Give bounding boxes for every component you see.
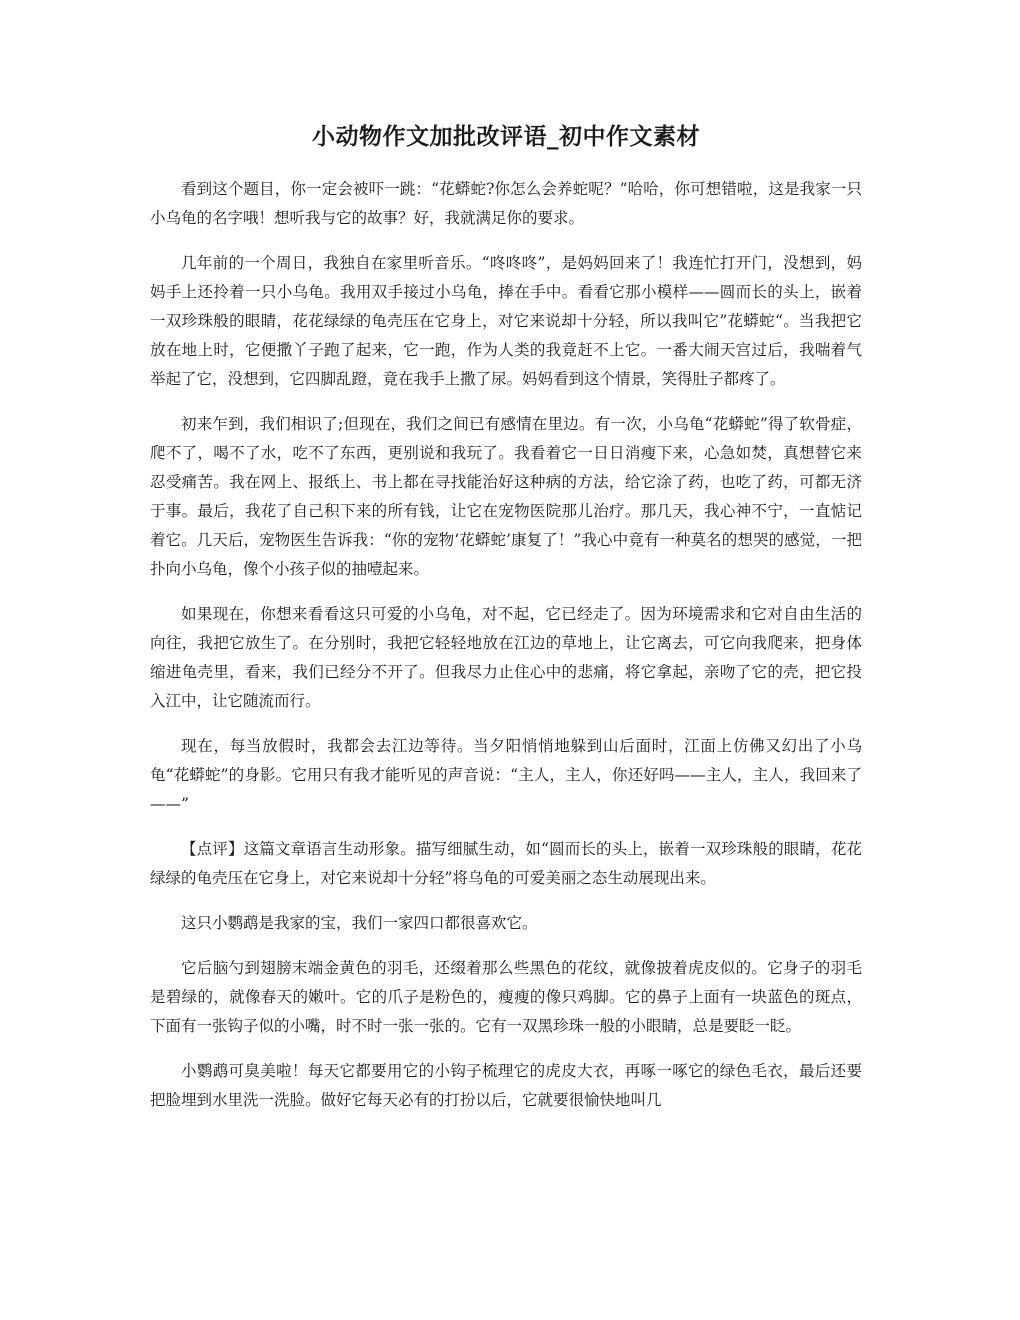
document-title: 小动物作文加批改评语_初中作文素材 bbox=[312, 123, 700, 150]
paragraph-parrot-appearance: 它后脑勺到翅膀末端金黄色的羽毛，还缀着那么些黑色的花纹，就像披着虎皮似的。它身子的羽毛是碧绿的，就像春天的嫩叶。它的爪子是粉色的，瘦瘦的像只鸡脚。它的鼻子上面有一块蓝色的斑点，下面有一张钩子似的小嘴，时不时一张一张的。它有一双黑珍珠一般的小眼睛，总是要眨一眨。 bbox=[150, 959, 862, 1035]
paragraph-first-meeting: 几年前的一个周日，我独自在家里听音乐。“咚咚咚”，是妈妈回来了！我连忙打开门，没想到，妈妈手上还拎着一只小乌龟。我用双手接过小乌龟，捧在手中。看看它那小模样——圆而长的头上，嵌着一双珍珠般的眼睛，花花绿绿的龟壳压在它身上，对它来说却十分轻，所以我叫它”花蟒蛇“。当我把它放在地上时，它便撒丫子跑了起来，它一跑，作为人类的我竟赶不上它。一番大闹天宫过后，我喘着气举起了它，没想到，它四脚乱蹬，竟在我手上撒了尿。妈妈看到这个情景，笑得肚子都疼了。 bbox=[150, 254, 862, 388]
paragraph-intro: 看到这个题目，你一定会被吓一跳：“花蟒蛇?你怎么会养蛇呢？”哈哈，你可想错啦，这是我家一只小乌龟的名字哦！想听我与它的故事？好，我就满足你的要求。 bbox=[150, 180, 862, 227]
paragraph-parrot-grooming: 小鹦鹉可臭美啦！每天它都要用它的小钩子梳理它的虎皮大衣，再啄一啄它的绿色毛衣，最后还要把脸埋到水里洗一洗脸。做好它每天必有的打扮以后，它就要很愉快地叫几 bbox=[150, 1062, 862, 1109]
paragraph-waiting: 现在，每当放假时，我都会去江边等待。当夕阳悄悄地躲到山后面时，江面上仿佛又幻出了小乌龟“花蟒蛇”的身影。它用只有我才能听见的声音说：“主人，主人，你还好吗——主人，主人，我回来了——” bbox=[150, 737, 862, 813]
paragraph-comment: 【点评】这篇文章语言生动形象。描写细腻生动，如“圆而长的头上，嵌着一双珍珠般的眼睛，花花绿绿的龟壳压在它身上，对它来说却十分轻”将乌龟的可爱美丽之态生动展现出来。 bbox=[150, 840, 862, 887]
document-page bbox=[150, 118, 862, 1131]
paragraph-illness: 初来乍到，我们相识了;但现在，我们之间已有感情在里边。有一次，小乌龟“花蟒蛇”得了软骨症，爬不了，喝不了水，吃不了东西，更别说和我玩了。我看着它一日日消瘦下来，心急如焚，真想替它来忍受痛苦。我在网上、报纸上、书上都在寻找能治好这种病的方法，给它涂了药，也吃了药，可都无济于事。最后，我花了自己积下来的所有钱，让它在宠物医院那儿治疗。那几天，我心神不宁，一直惦记着它。几天后，宠物医生告诉我：“你的宠物‘花蟒蛇’康复了！”我心中竟有一种莫名的想哭的感觉，一把扑向小乌龟，像个小孩子似的抽噎起来。 bbox=[150, 415, 862, 578]
paragraph-release: 如果现在，你想来看看这只可爱的小乌龟，对不起，它已经走了。因为环境需求和它对自由生活的向往，我把它放生了。在分别时，我把它轻轻地放在江边的草地上，让它离去，可它向我爬来，把身体缩进龟壳里，看来，我们已经分不开了。但我尽力止住心中的悲痛，将它拿起，亲吻了它的壳，把它投入江中，让它随流而行。 bbox=[150, 605, 862, 710]
paragraph-parrot-intro: 这只小鹦鹉是我家的宝，我们一家四口都很喜欢它。 bbox=[181, 914, 538, 932]
